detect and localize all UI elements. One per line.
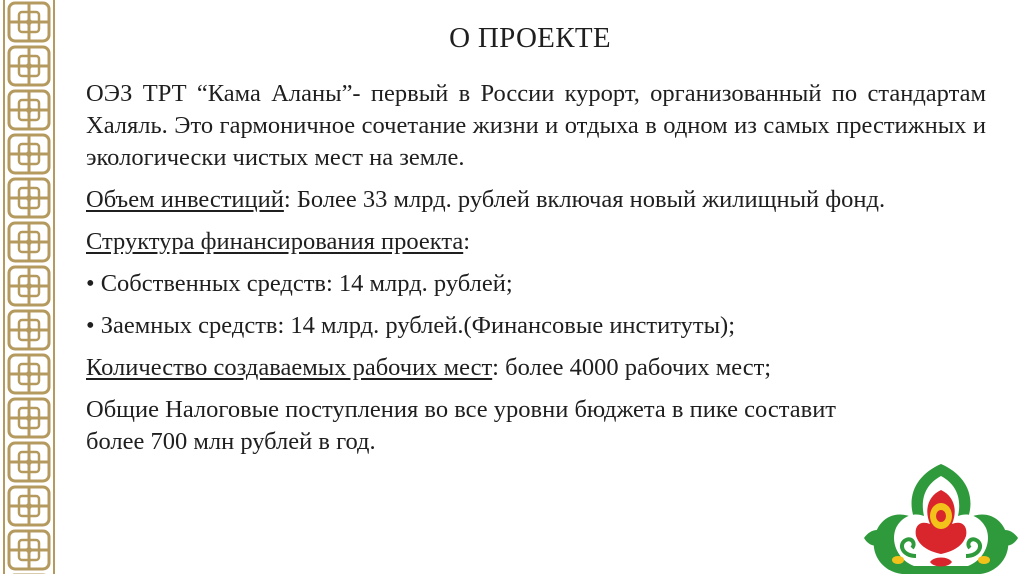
jobs-label: Количество создаваемых рабочих мест — [86, 354, 493, 381]
financing-heading — [86, 226, 986, 258]
financing-label: Структура финансирования проекта — [86, 228, 464, 255]
financing-item-own: • Собственных средств: 14 млрд. рублей; — [86, 270, 513, 297]
taxes-paragraph: Общие Налоговые поступления во все уровни бюджета в пике составит более 700 млн рублей в год. — [86, 396, 837, 455]
border-pattern-icon — [0, 0, 58, 574]
jobs-text: : более 4000 рабочих мест; — [492, 354, 772, 381]
decorative-border — [0, 0, 58, 574]
investment-paragraph — [86, 184, 986, 216]
financing-suffix: : — [463, 228, 471, 255]
slide-content — [86, 78, 986, 468]
intro-paragraph: ОЭЗ ТРТ “Кама Аланы”- первый в России курорт, организованный по стандартам Халяль. Это гармоничное сочетание жизни и отдыха в одном из самых престижных и экологически чистых мест на земле. — [86, 80, 986, 171]
slide-title: О ПРОЕКТЕ — [449, 22, 611, 54]
tatar-ornament-icon — [858, 460, 1024, 574]
jobs-paragraph — [86, 352, 986, 384]
investment-text: : Более 33 млрд. рублей включая новый жилищный фонд. — [283, 186, 886, 213]
investment-label: Объем инвестиций — [86, 186, 284, 213]
financing-item-borrowed: • Заемных средств: 14 млрд. рублей.(Финансовые институты); — [86, 312, 735, 339]
